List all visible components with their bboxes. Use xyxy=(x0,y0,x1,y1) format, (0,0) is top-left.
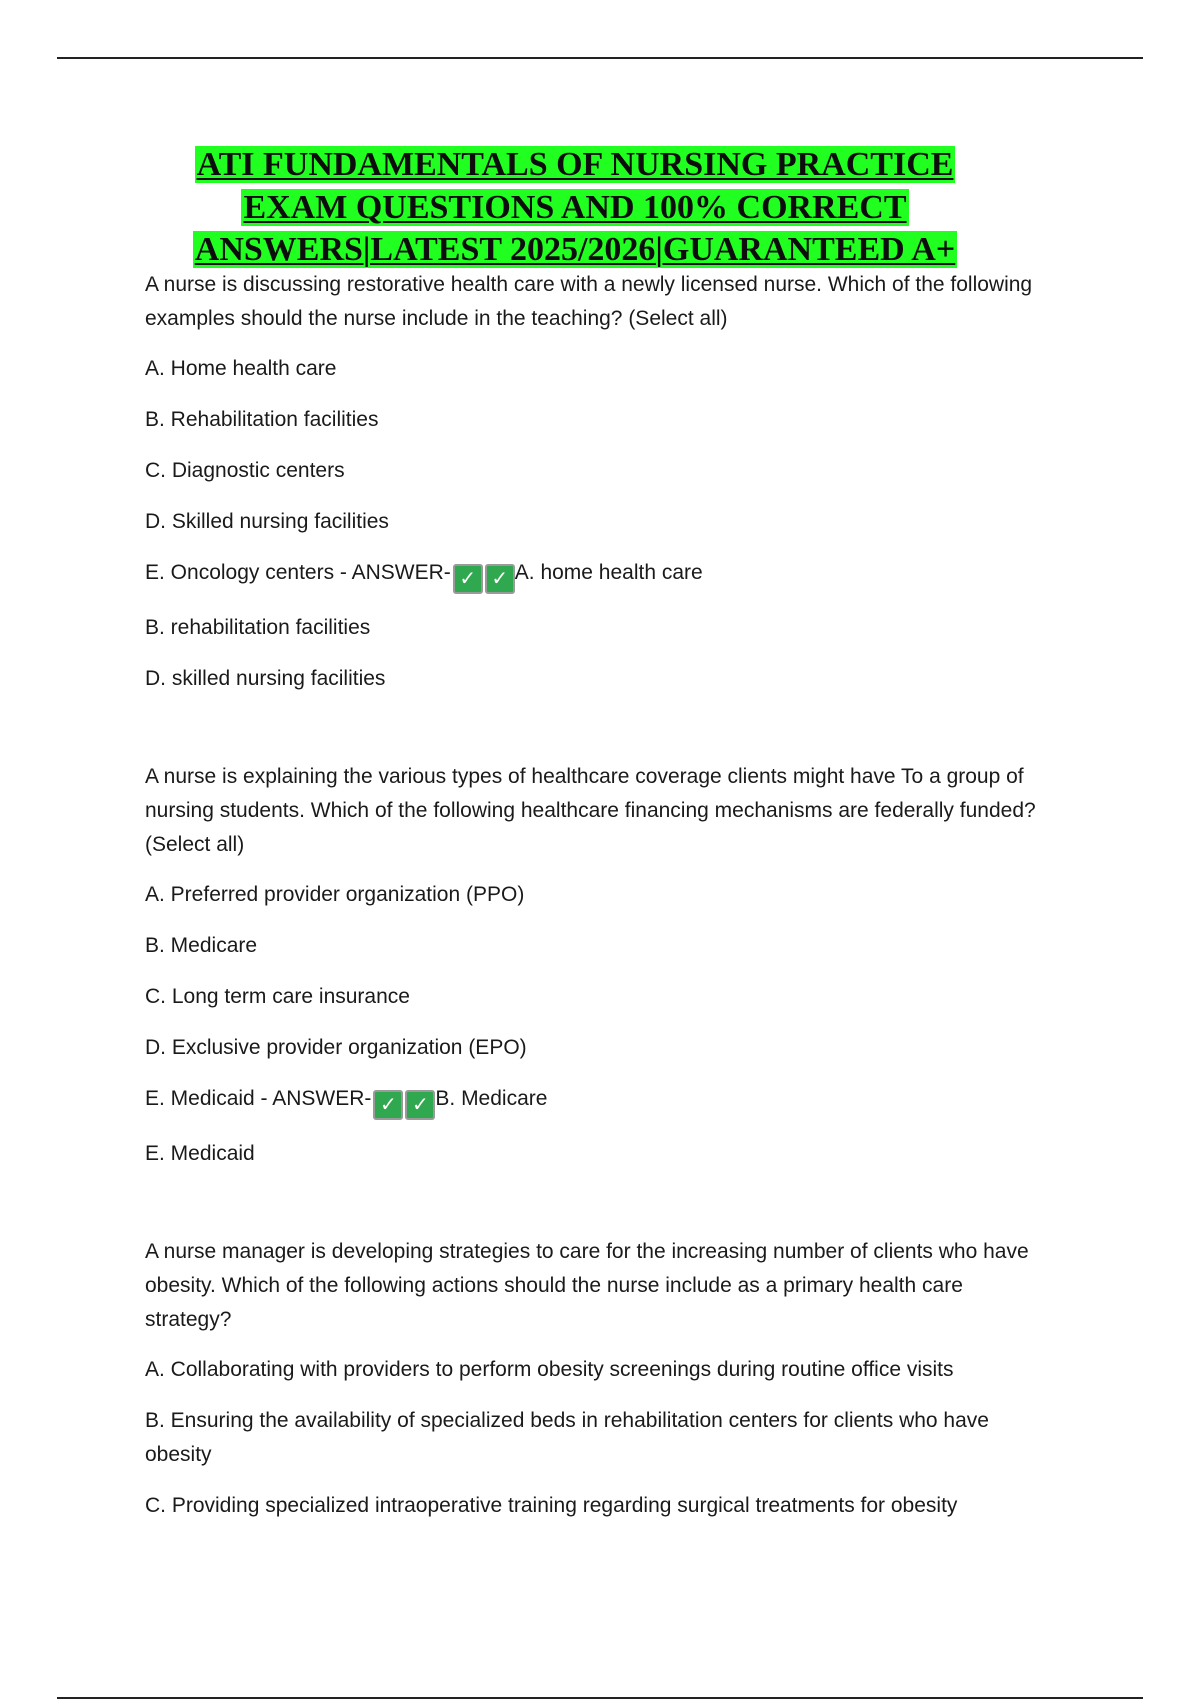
option-item: A. Home health care xyxy=(145,357,337,380)
check-mark-icon: ✓ xyxy=(453,564,483,594)
answer-line xyxy=(145,556,1055,594)
title-line-3: ANSWERS|LATEST 2025/2026|GUARANTEED A+ xyxy=(194,231,956,268)
document-body xyxy=(145,268,1055,1540)
option-item: B. Medicare xyxy=(145,934,258,957)
option-item: C. Long term care insurance xyxy=(145,985,410,1008)
title-line-2: EXAM QUESTIONS AND 100% CORRECT xyxy=(243,188,907,226)
answer-item: E. Medicaid xyxy=(145,1142,255,1165)
option-item: C. Providing specialized intraoperative training regarding surgical treatments for obesity xyxy=(145,1494,958,1517)
option-item: A. Collaborating with providers to perform obesity screenings during routine office visits xyxy=(145,1358,954,1381)
question-block-2 xyxy=(145,760,1055,1171)
question-text: A nurse is discussing restorative health care with a newly licensed nurse. Which of the following examples should the nurse include in the teaching? (Select all) xyxy=(145,273,1033,330)
answer-prefix: E. Medicaid - ANSWER- xyxy=(145,1087,372,1110)
document-title xyxy=(140,144,1010,272)
answer-item: B. rehabilitation facilities xyxy=(145,616,371,639)
answer-first: B. Medicare xyxy=(435,1087,548,1110)
spacer xyxy=(145,713,1055,760)
check-mark-icon: ✓ xyxy=(485,564,515,594)
spacer xyxy=(145,1188,1055,1235)
option-item: D. Exclusive provider organization (EPO) xyxy=(145,1036,527,1059)
answer-first: A. home health care xyxy=(514,561,703,584)
bottom-rule xyxy=(57,1697,1143,1699)
check-mark-icon: ✓ xyxy=(373,1090,403,1120)
option-item: B. Ensuring the availability of specialized beds in rehabilitation centers for clients who have obesity xyxy=(145,1409,989,1466)
check-mark-icon: ✓ xyxy=(405,1090,435,1120)
option-item: B. Rehabilitation facilities xyxy=(145,408,379,431)
question-block-1 xyxy=(145,268,1055,696)
answer-item: D. skilled nursing facilities xyxy=(145,667,386,690)
title-line-1: ATI FUNDAMENTALS OF NURSING PRACTICE xyxy=(196,146,954,183)
question-block-3 xyxy=(145,1235,1055,1523)
option-item: A. Preferred provider organization (PPO) xyxy=(145,883,525,906)
option-item: C. Diagnostic centers xyxy=(145,459,345,482)
answer-line xyxy=(145,1082,1055,1120)
answer-prefix: E. Oncology centers - ANSWER- xyxy=(145,561,451,584)
question-text: A nurse manager is developing strategies to care for the increasing number of clients who have obesity. Which of the following actions should the nurse include as a primary health care strategy? xyxy=(145,1240,1029,1331)
option-item: D. Skilled nursing facilities xyxy=(145,510,389,533)
question-text: A nurse is explaining the various types of healthcare coverage clients might have To a group of nursing students. Which of the following healthcare financing mechanisms are federally funded? (Select all) xyxy=(145,765,1036,856)
top-rule xyxy=(57,57,1143,59)
